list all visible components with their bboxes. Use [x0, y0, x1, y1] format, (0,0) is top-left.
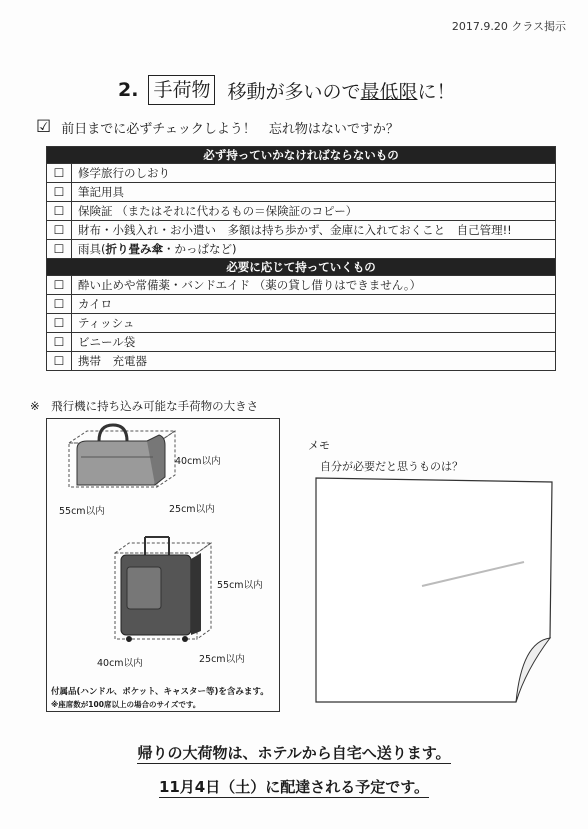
section-header: [47, 259, 556, 276]
checkbox[interactable]: ☐: [47, 276, 72, 295]
memo-note-area[interactable]: [312, 474, 558, 706]
title-ending: に！: [417, 80, 456, 103]
carry-on-size-note: ※ 飛行機に持ち込み可能な手荷物の大きさ: [30, 399, 259, 413]
checkbox[interactable]: ☐: [47, 202, 72, 221]
item-label: 携帯 充電器: [72, 352, 556, 371]
bag-width-label: 55cm以内: [59, 506, 105, 517]
checklist-row: [47, 164, 556, 183]
title-text: 移動が多いので: [227, 80, 361, 103]
case-height-label: 55cm以内: [217, 580, 263, 591]
section-number: 2.: [118, 79, 139, 101]
item-label: 酔い止めや常備薬・バンドエイド （薬の貸し借りはできません。）: [72, 276, 556, 295]
checkbox[interactable]: ☐: [47, 295, 72, 314]
page-title: [118, 74, 456, 106]
item-label-prefix: 雨具(: [78, 242, 106, 256]
item-label: 筆記用具: [72, 183, 556, 202]
item-label: 保険証 （またはそれに代わるもの＝保険証のコピー）: [72, 202, 556, 221]
case-depth-label: 25cm以内: [199, 654, 245, 665]
posting-date: 2017.9.20 クラス掲示: [451, 20, 566, 33]
checklist-row: [47, 240, 556, 259]
checkbox[interactable]: ☐: [47, 352, 72, 371]
checklist-row: [47, 333, 556, 352]
seat-count-note: ※座席数が100席以上の場合のサイズです。: [51, 700, 201, 709]
title-boxed-word: 手荷物: [148, 75, 215, 105]
memo-label: メモ: [308, 439, 330, 452]
suitcase-icon: [115, 537, 211, 642]
checklist-row: [47, 352, 556, 371]
item-label: 修学旅行のしおり: [72, 164, 556, 183]
intro-line: [36, 118, 399, 137]
checklist-row: [47, 221, 556, 240]
checkmark-icon: ☑: [36, 117, 52, 137]
item-label: ビニール袋: [72, 333, 556, 352]
checklist-row: [47, 295, 556, 314]
checklist-row: [47, 276, 556, 295]
checkbox[interactable]: ☐: [47, 164, 72, 183]
case-width-label: 40cm以内: [97, 658, 143, 669]
delivery-date-text: 11月4日（土）に配達される予定です。: [158, 778, 430, 796]
item-label-suffix: ・かっぱなど): [163, 242, 237, 256]
bag-height-label: 40cm以内: [175, 456, 221, 467]
section-header-optional: 必要に応じて持っていくもの: [47, 259, 556, 276]
bag-depth-label: 25cm以内: [169, 504, 215, 515]
section-header-required: 必ず持っていかなければならないもの: [47, 147, 556, 164]
delivery-date-notice: [0, 776, 588, 797]
section-header: [47, 147, 556, 164]
checkbox[interactable]: ☐: [47, 314, 72, 333]
item-label: 財布・小銭入れ・お小遣い 多額は持ち歩かず、金庫に入れておくこと 自己管理!!: [72, 221, 556, 240]
return-luggage-notice: [0, 742, 588, 763]
intro-text: 前日までに必ずチェックしよう！ 忘れ物はないですか？: [61, 122, 399, 137]
checkbox[interactable]: ☐: [47, 183, 72, 202]
item-label-bold: 折り畳み傘: [105, 242, 163, 256]
item-label: ティッシュ: [72, 314, 556, 333]
checklist-row: [47, 202, 556, 221]
title-underlined-word: 最低限: [360, 80, 418, 103]
checkbox[interactable]: ☐: [47, 240, 72, 259]
item-label: [72, 240, 556, 259]
item-label: カイロ: [72, 295, 556, 314]
duffel-bag-icon: [69, 425, 175, 487]
checkbox[interactable]: ☐: [47, 333, 72, 352]
memo-question: 自分が必要だと思うものは？: [320, 460, 463, 473]
checklist-table: [46, 146, 556, 371]
checkbox[interactable]: ☐: [47, 221, 72, 240]
luggage-illustration: [47, 419, 279, 711]
accessories-note: 付属品(ハンドル、ポケット、キャスター等)を含みます。: [51, 687, 269, 697]
return-luggage-text: 帰りの大荷物は、ホテルから自宅へ送ります。: [137, 744, 451, 762]
checklist-row: [47, 314, 556, 333]
carry-on-size-panel: [46, 418, 280, 712]
checklist-row: [47, 183, 556, 202]
